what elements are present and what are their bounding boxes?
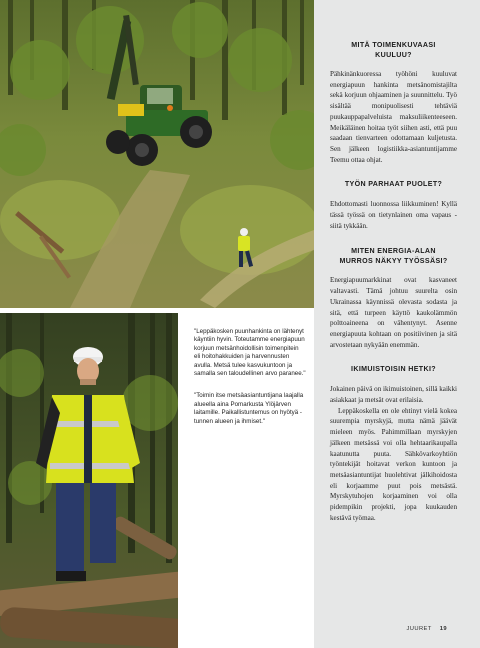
forest-expert-portrait-photo: [0, 313, 178, 648]
section-heading: MITEN ENERGIA-ALAN MURROS NÄKYY TYÖSSÄSI?: [339, 247, 448, 266]
publication-name: JUURET: [406, 626, 432, 632]
section-paragraph: Leppäkoskella en ole ehtinyt vielä kokea suurempia myrskyjä, mutta nämä jäävät mieleen myös. Pahimmillaan myrskyjen jälkeen metsässä voi olla hehtaarikaupalla kaatunutta puuta. Sähkövarkoyhtiön työntekijät hoitavat verkon kuntoon ja metsäasiantuntijat huolehtivat jälkihoidosta eli korjaamme puut pois metsästä. Myrskytuhojen korjaaminen voi olla pidempikin projekti, jopa kuukauden kestävä työmaa.: [330, 406, 457, 522]
section-paragraph: Jokainen päivä on ikimuistoinen, sillä kaikki asiakkaat ja metsät ovat erilaisia.: [330, 385, 457, 405]
pull-quote-2: "Toimin itse metsäasiantuntijana laajalla alueella aina Pomarkusta Ylöjärven laitamille. Paikallistuntemus on hyötyä - tunnen alueen ja ihmiset.": [194, 392, 304, 425]
page-number: 19: [439, 626, 447, 632]
section-energy-transition: [330, 246, 457, 350]
section-job-description: [330, 40, 457, 165]
interview-article: [330, 40, 457, 524]
section-paragraph: Ehdottomasti luonnossa liikkuminen! Kyllä tässä työssä on tietynlainen oma vapaus - siitä tykkään.: [330, 200, 457, 230]
section-heading: MITÄ TOIMENKUVAASI KUULUU?: [351, 41, 436, 59]
section-best-parts: [330, 179, 457, 231]
section-paragraph: Pähkinänkuoressa työhöni kuuluvat energiapuun hankinta metsänomistajilta sekä korjuun ohjaaminen ja suunnittelu. Työ sisältää monipuolisesti tehtäviä puukauppapalveluista maksuliikenteeseen. Meikäläinen hoitaa työt siihen asti, että puu saadaan tienvarteen odottamaan kuljetusta. Sen jälkeen logistiikka-asiantuntijamme Teemu ottaa ohjat.: [330, 70, 457, 164]
pull-quotes: [194, 328, 306, 440]
section-heading: IKIMUISTOISIN HETKI?: [351, 365, 436, 374]
pull-quote-1: "Leppäkosken puunhankinta on lähtenyt käyntiin hyvin. Toteutamme energiapuun korjuun metsänhoidollisin toimenpitein eli hoitohakkuiden ja harvennusten avulla. Metsä tulee kasvukuntoon ja samalla sen taloudellinen arvo paranee.": [194, 328, 306, 378]
section-heading: TYÖN PARHAAT PUOLET?: [344, 180, 443, 189]
section-memorable-moment: [330, 364, 457, 523]
forest-harvester-photo: [0, 0, 314, 308]
section-paragraph: Energiapuumarkkinat ovat kasvaneet valtavasti. Tämä johtuu suurelta osin Ukrainassa käynnissä olevasta sodasta ja sitä, että turpeen käyttö kaukolämmön polttoaineena on vähentynyt. Asenne energiapuuta kohtaan on positiivinen ja sitä arvostetaan nykyään enemmän.: [330, 276, 457, 349]
page-footer: [406, 626, 447, 632]
